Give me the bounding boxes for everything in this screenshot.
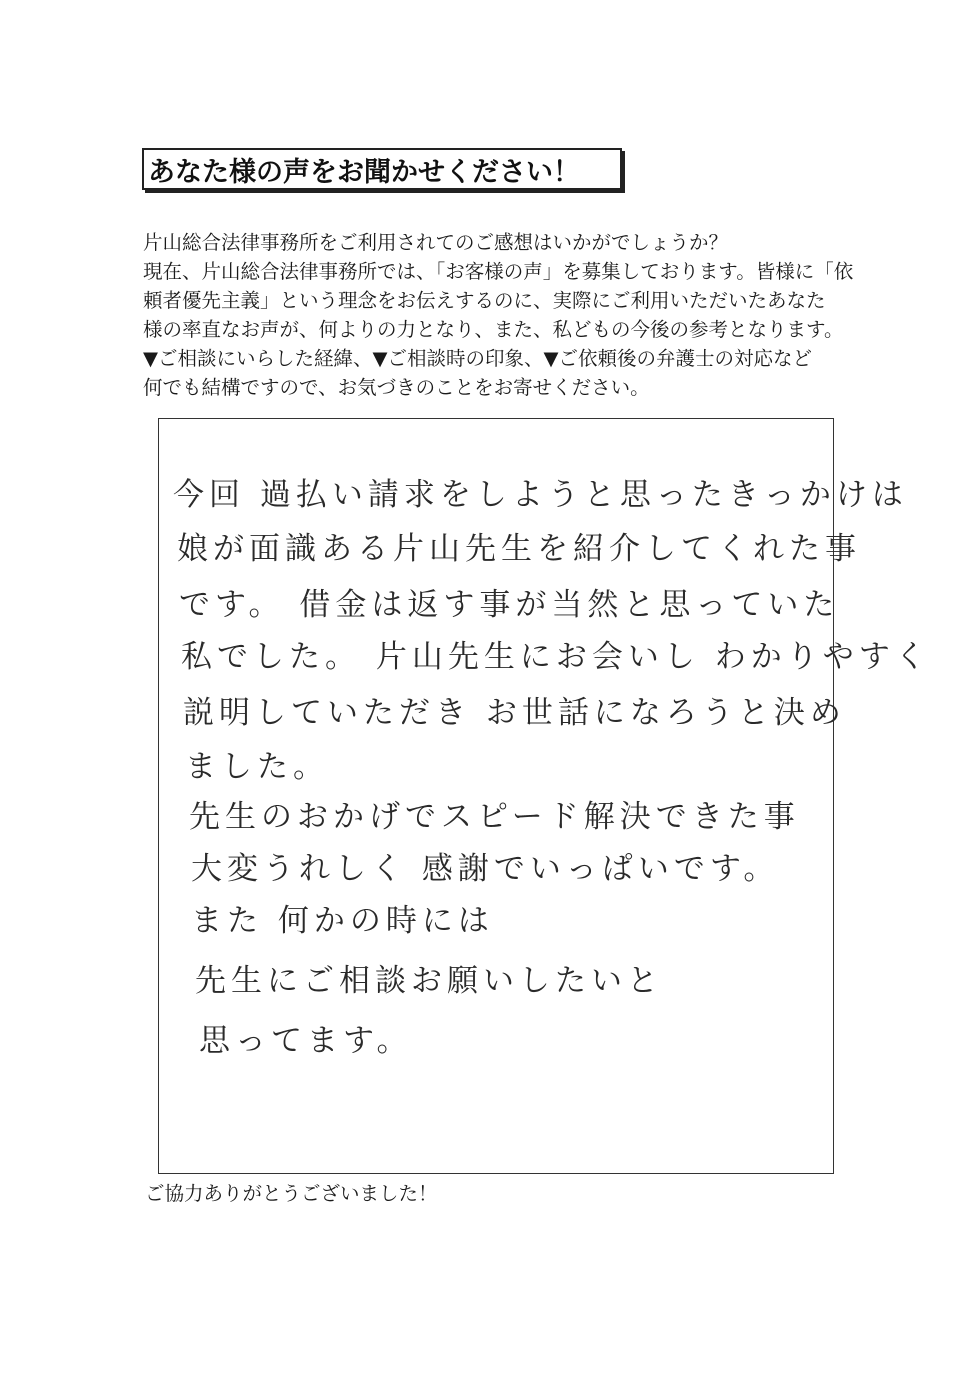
intro-line: 様の率直なお声が、何よりの力となり、また、私どもの今後の参考となります。 xyxy=(143,318,844,341)
page-title-box xyxy=(142,148,622,190)
handwritten-line: です。 借金は返す事が当然と思っていた xyxy=(179,587,840,623)
handwritten-line: 説明していただき お世話になろうと決め xyxy=(183,695,846,731)
intro-paragraph xyxy=(143,228,863,402)
thanks-message: ご協力ありがとうございました！ xyxy=(145,1182,438,1205)
intro-line: 片山総合法律事務所をご利用されてのご感想はいかがでしょうか？ xyxy=(143,231,729,254)
page-title: あなた様の声をお聞かせください！ xyxy=(148,156,580,188)
handwritten-line: 今回 過払い請求をしようと思ったきっかけは xyxy=(173,477,908,513)
handwritten-line: ました。 xyxy=(185,749,329,785)
handwritten-line: 先生のおかげでスピード解決できた事 xyxy=(189,799,800,835)
intro-line: ▼ご相談にいらした経緯、▼ご相談時の印象、▼ご依頼後の弁護士の対応など xyxy=(143,347,812,370)
handwritten-line: 思ってます。 xyxy=(199,1023,413,1059)
intro-line: 頼者優先主義」という理念をお伝えするのに、実際にご利用いただいたあなた xyxy=(143,289,826,312)
handwritten-line: 娘が面識ある片山先生を紹介してくれた事 xyxy=(177,531,861,567)
intro-line: 現在、片山総合法律事務所では、「お客様の声」を募集しております。皆様に「依 xyxy=(143,260,854,283)
handwritten-line: 私でした。 片山先生にお会いし わかりやすく xyxy=(181,639,931,675)
handwritten-line: また 何かの時には xyxy=(191,903,494,939)
handwritten-line: 大変うれしく 感謝でいっぱいです。 xyxy=(191,851,780,887)
handwritten-line: 先生にご相談お願いしたいと xyxy=(195,963,663,999)
intro-line: 何でも結構ですので、お気づきのことをお寄せください。 xyxy=(143,376,650,399)
handwritten-answer-box xyxy=(158,418,931,1174)
